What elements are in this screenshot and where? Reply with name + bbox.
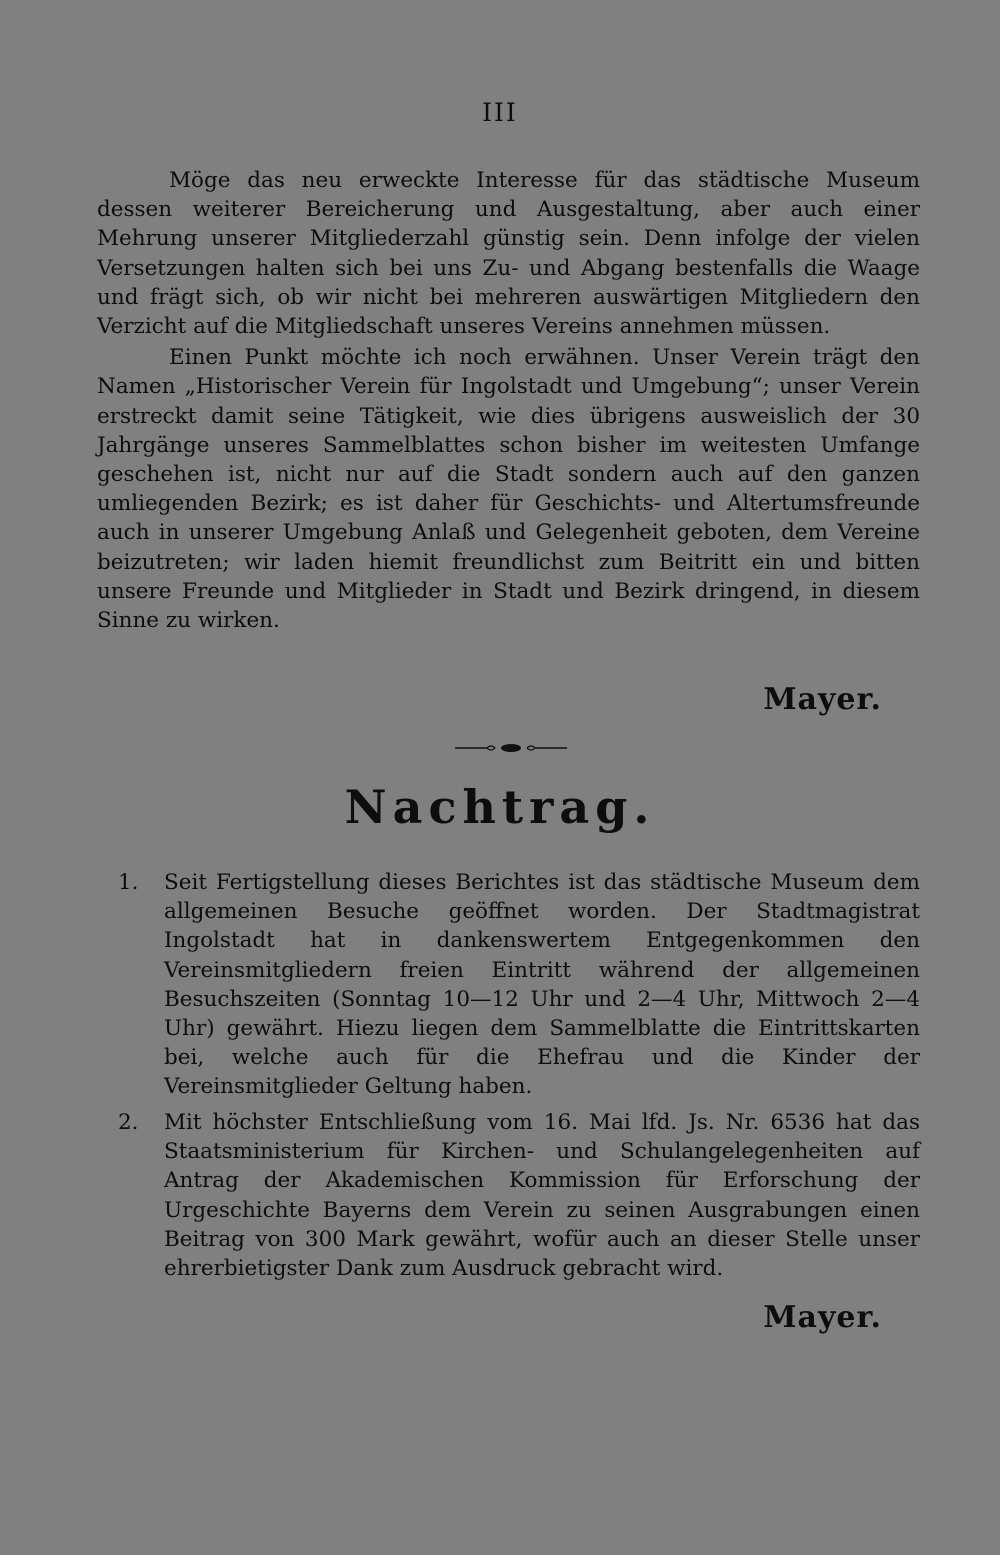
item-number: 1. [118, 870, 139, 895]
item-number: 2. [118, 1110, 139, 1135]
item-text: Seit Fertigstellung dieses Berichtes ist das städtische Museum dem allgemeinen Besuche geöffnet worden. Der Stadtmagistrat Ingolstadt hat in dankenswertem Entgegenkommen den Vereinsmitgliedern freien Eintritt während der allgemeinen Besuchszeiten (Sonntag 10—12 Uhr und 2—4 Uhr, Mittwoch 2—4 Uhr) gewährt. Hiezu liegen dem Sammelblatte die Eintrittskarten bei, welche auch für die Ehefrau und die Kinder der Vereinsmitglieder Geltung haben. [164, 870, 920, 1100]
intro-text [97, 166, 920, 635]
addendum-item-1 [118, 868, 920, 1102]
item-text: Mit höchster Entschließung vom 16. Mai lfd. Js. Nr. 6536 hat das Staatsministerium für Kirchen- und Schulangelegenheiten auf Antrag der Akademischen Kommission für Erforschung der Urgeschichte Bayerns dem Verein zu seinen Ausgrabungen einen Beitrag von 300 Mark gewährt, wofür auch an dieser Stelle unser ehrerbietigster Dank zum Ausdruck gebracht wird. [164, 1110, 920, 1282]
signature-mayer-1: Mayer. [763, 682, 882, 717]
paragraph-museum: Möge das neu erweckte Interesse für das städtische Museum dessen weiterer Bereicherung und Ausgestaltung, aber auch einer Mehrung unserer Mitgliederzahl günstig sein. Denn infolge der vielen Versetzungen halten sich bei uns Zu- und Abgang bestenfalls die Waage und frägt sich, ob wir nicht bei mehreren auswärtigen Mitgliedern den Verzicht auf die Mitgliedschaft unseres Vereins annehmen müssen. [97, 168, 920, 340]
paragraph-verein: Einen Punkt möchte ich noch erwähnen. Unser Verein trägt den Namen „Historischer Verein für Ingolstadt und Umgebung“; unser Verein erstreckt damit seine Tätigkeit, wie dies übrigens ausweislich der 30 Jahrgänge unseres Sammelblattes schon bisher im weitesten Umfange geschehen ist, nicht nur auf die Stadt sondern auch auf den ganzen umliegenden Bezirk; es ist daher für Geschichts- und Altertumsfreunde auch in unserer Umgebung Anlaß und Gelegenheit geboten, dem Vereine beizutreten; wir laden hiemit freundlichst zum Beitritt ein und bitten unsere Freunde und Mitglieder in Stadt und Bezirk dringend, in diesem Sinne zu wirken. [97, 345, 920, 634]
addendum-item-2 [118, 1108, 920, 1283]
ornament-divider [455, 738, 567, 758]
heading-nachtrag: Nachtrag. [344, 780, 656, 834]
signature-mayer-2: Mayer. [763, 1300, 882, 1335]
page-number: III [482, 98, 518, 127]
